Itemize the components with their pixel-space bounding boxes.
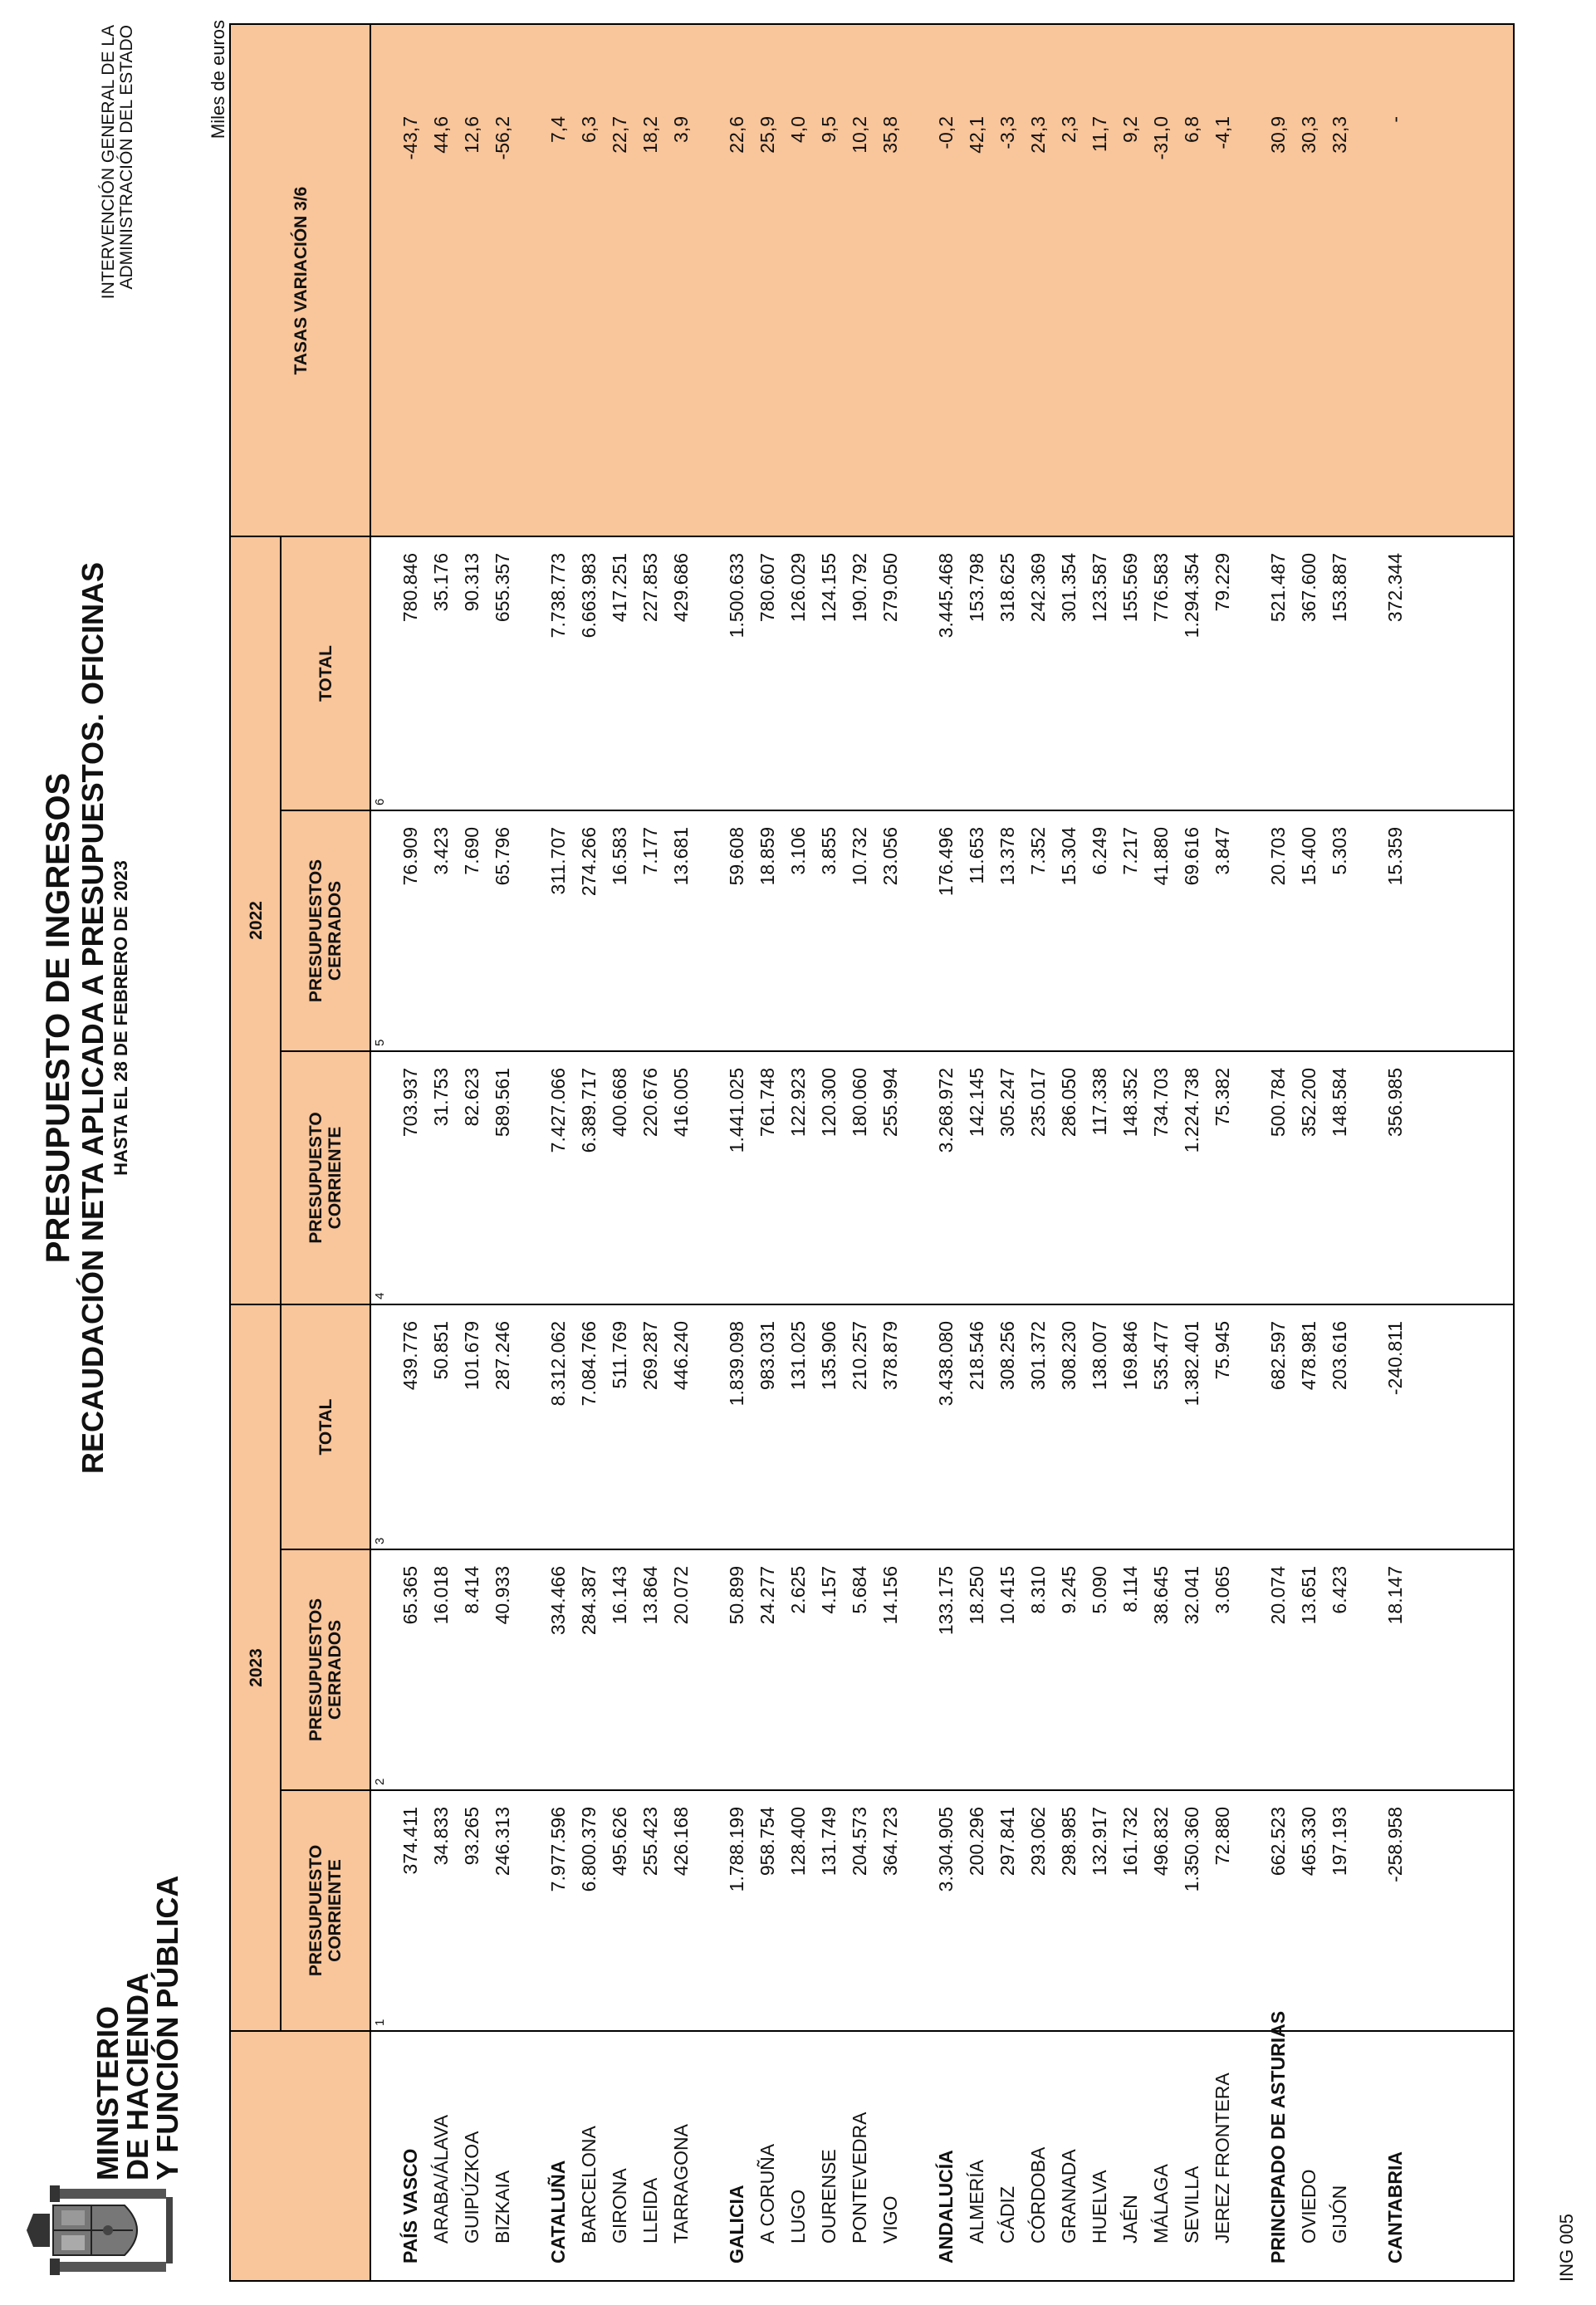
cell-value: 132.917: [1089, 1807, 1110, 1877]
cell-value: 3.268.972: [935, 1068, 957, 1153]
cell-value: 255.423: [639, 1807, 661, 1877]
cell-value: 446.240: [670, 1321, 692, 1391]
cell-value: 123.587: [1089, 553, 1110, 623]
cell-value: 120.300: [818, 1068, 840, 1138]
region-name: PAÍS VASCO: [399, 2148, 421, 2263]
cell-value: 1.224.738: [1181, 1068, 1202, 1153]
table-row: [605, 25, 635, 2280]
cell-value: 76.909: [399, 827, 421, 886]
cell-value: 18.250: [966, 1566, 987, 1625]
cell-value: 8.312.062: [547, 1321, 569, 1407]
cell-value: 11,7: [1089, 116, 1110, 153]
cell-value: 44,6: [430, 116, 452, 154]
cell-value: 148.584: [1329, 1068, 1350, 1138]
office-name: GIRONA: [609, 2168, 630, 2244]
table-row: [875, 25, 906, 2280]
table-row: [1023, 25, 1054, 2280]
cell-value: 31.753: [430, 1068, 452, 1127]
cell-value: 246.313: [492, 1807, 513, 1877]
cell-value: 124.155: [818, 553, 840, 623]
office-name: LUGO: [787, 2189, 809, 2244]
cell-value: 356.985: [1384, 1068, 1406, 1138]
cell-value: 30,9: [1267, 116, 1289, 154]
cell-value: 1.382.401: [1181, 1321, 1202, 1407]
cell-value: -3,3: [996, 116, 1018, 149]
cell-value: 11.653: [966, 827, 987, 884]
cell-value: 274.266: [578, 827, 600, 897]
cell-value: 1.788.199: [726, 1807, 747, 1892]
cell-value: 3.847: [1212, 827, 1233, 875]
col-tasas-header: TASAS VARIACIÓN 3/6: [291, 186, 311, 375]
cell-value: 24.277: [756, 1566, 778, 1625]
ministry-line: DE HACIENDA: [120, 1972, 154, 2180]
cell-value: 41.880: [1150, 827, 1172, 886]
igae-label: [100, 25, 136, 299]
cell-value: 2,3: [1058, 116, 1080, 143]
cell-value: 429.686: [670, 553, 692, 623]
cell-value: 220.676: [639, 1068, 661, 1138]
office-name: TARRAGONA: [670, 2124, 692, 2244]
report-subtitle: RECAUDACIÓN NETA APLICADA A PRESUPUESTOS. OFICINAS: [76, 561, 110, 1475]
header-bottom-line: [370, 25, 371, 2280]
table-region-row: [543, 25, 574, 2280]
cell-value: 30,3: [1298, 116, 1319, 154]
cell-value: -43,7: [399, 116, 421, 160]
cell-value: 10.415: [996, 1566, 1018, 1625]
cell-value: 218.546: [966, 1321, 987, 1391]
column-number: 3: [373, 1537, 387, 1544]
cell-value: 301.372: [1027, 1321, 1049, 1391]
table-row: [487, 25, 518, 2280]
cell-value: 6.249: [1089, 827, 1110, 875]
cell-value: 20.703: [1267, 827, 1289, 886]
cell-value: 42,1: [966, 116, 987, 154]
cell-value: 3.304.905: [935, 1807, 957, 1892]
year-2022-header: 2022: [246, 901, 266, 940]
cell-value: 3.445.468: [935, 553, 957, 639]
column-number: 1: [373, 2019, 387, 2026]
col-total-2022: TOTAL: [316, 644, 335, 702]
units-label: Miles de euros: [208, 20, 228, 139]
cell-value: 203.616: [1329, 1321, 1350, 1391]
table-region-row: [1380, 25, 1411, 2280]
cell-value: 535.477: [1150, 1321, 1172, 1391]
cell-value: 589.561: [492, 1068, 513, 1138]
table-region-row: [395, 25, 426, 2280]
cell-value: 176.496: [935, 827, 957, 897]
table-row: [1084, 25, 1115, 2280]
table-region-row: [1263, 25, 1294, 2280]
table-row: [962, 25, 992, 2280]
cell-value: 367.600: [1298, 553, 1319, 623]
cell-value: 426.168: [670, 1807, 692, 1877]
cell-value: 372.344: [1384, 553, 1406, 623]
office-name: LLEIDA: [639, 2177, 661, 2244]
cell-value: 364.723: [879, 1807, 901, 1877]
cell-value: 93.265: [461, 1807, 482, 1866]
cell-value: 4.157: [818, 1566, 840, 1614]
col-cerrados-2023: PRESUPUESTOS CERRADOS: [306, 1598, 345, 1742]
cell-value: 16.583: [609, 827, 630, 886]
cell-value: 34.833: [430, 1807, 452, 1866]
office-name: VIGO: [879, 2195, 901, 2244]
cell-value: 8.114: [1119, 1566, 1141, 1613]
cell-value: 776.583: [1150, 553, 1172, 623]
column-number: 4: [373, 1292, 387, 1299]
cell-value: 9,5: [818, 116, 840, 143]
cell-value: 101.679: [461, 1321, 482, 1391]
cell-value: 4,0: [787, 116, 809, 143]
cell-value: 227.853: [639, 553, 661, 623]
table-row: [1177, 25, 1207, 2280]
cell-value: 18,2: [639, 116, 661, 154]
cell-value: 279.050: [879, 553, 901, 623]
cell-value: 958.754: [756, 1807, 778, 1877]
region-name: PRINCIPADO DE ASTURIAS: [1267, 2010, 1289, 2263]
table-row: [752, 25, 783, 2280]
cell-value: 2.625: [787, 1566, 809, 1614]
cell-value: 5.303: [1329, 827, 1350, 875]
cell-value: 734.703: [1150, 1068, 1172, 1138]
ministry-line: Y FUNCIÓN PÚBLICA: [150, 1875, 184, 2180]
cell-value: 18.859: [756, 827, 778, 886]
cell-value: 59.608: [726, 827, 747, 886]
header-divider: [280, 536, 282, 2031]
cell-value: 22,7: [609, 116, 630, 154]
cell-value: 122.923: [787, 1068, 809, 1138]
table-row: [992, 25, 1023, 2280]
office-name: HUELVA: [1089, 2170, 1110, 2244]
cell-value: 301.354: [1058, 553, 1080, 623]
cell-value: 18.147: [1384, 1566, 1406, 1625]
office-name: MÁLAGA: [1150, 2164, 1172, 2244]
cell-value: 9.245: [1058, 1566, 1080, 1614]
report-date: HASTA EL 28 DE FEBRERO DE 2023: [110, 860, 131, 1176]
cell-value: 3.855: [818, 827, 840, 875]
cell-value: 6.800.379: [578, 1807, 600, 1892]
cell-value: 3.065: [1212, 1566, 1233, 1614]
cell-value: 148.352: [1119, 1068, 1141, 1138]
cell-value: 204.573: [849, 1807, 870, 1877]
cell-value: 6,3: [578, 116, 600, 143]
cell-value: 242.369: [1027, 553, 1049, 623]
office-name: GIJÓN: [1329, 2185, 1350, 2244]
cell-value: 50.899: [726, 1566, 747, 1625]
cell-value: 65.365: [399, 1566, 421, 1625]
cell-value: 3.106: [787, 827, 809, 875]
cell-value: 90.313: [461, 553, 482, 612]
ministry-name: [93, 1876, 183, 2180]
cell-value: 286.050: [1058, 1068, 1080, 1138]
coat-of-arms-logo: [25, 2180, 191, 2280]
cell-value: 75.945: [1212, 1321, 1233, 1380]
report-title-block: [40, 561, 133, 1475]
office-name: GRANADA: [1058, 2149, 1080, 2244]
table-region-row: [722, 25, 752, 2280]
office-name: JAÉN: [1119, 2195, 1141, 2244]
cell-value: 161.732: [1119, 1807, 1141, 1877]
office-name: ALMERÍA: [966, 2160, 987, 2244]
cell-value: -: [1384, 116, 1406, 123]
cell-value: 1.500.633: [726, 553, 747, 639]
cell-value: 126.029: [787, 553, 809, 623]
cell-value: 655.357: [492, 553, 513, 623]
cell-value: 12,6: [461, 116, 482, 154]
cell-value: 14.156: [879, 1566, 901, 1625]
cell-value: 131.749: [818, 1807, 840, 1877]
cell-value: 416.005: [670, 1068, 692, 1138]
cell-value: 82.623: [461, 1068, 482, 1127]
office-name: GUIPÚZKOA: [461, 2131, 482, 2244]
cell-value: 117.338: [1089, 1068, 1110, 1136]
year-2023-header: 2023: [246, 1648, 266, 1687]
cell-value: 439.776: [399, 1321, 421, 1391]
col-cerrados-2022: PRESUPUESTOS CERRADOS: [306, 859, 345, 1003]
cell-value: 35.176: [430, 553, 452, 612]
form-code: ING 005: [1556, 2214, 1577, 2282]
cell-value: 284.387: [578, 1566, 600, 1636]
cell-value: 662.523: [1267, 1807, 1289, 1877]
cell-value: 311.707: [547, 827, 569, 895]
cell-value: 374.411: [399, 1807, 421, 1875]
cell-value: 7.217: [1119, 827, 1141, 875]
cell-value: 32,3: [1329, 116, 1350, 154]
cell-value: 293.062: [1027, 1807, 1049, 1877]
cell-value: 180.060: [849, 1068, 870, 1138]
table-row: [635, 25, 666, 2280]
table-row: [1115, 25, 1146, 2280]
cell-value: 128.400: [787, 1807, 809, 1877]
cell-value: 8.310: [1027, 1566, 1049, 1614]
cell-value: 7.427.066: [547, 1068, 569, 1153]
cell-value: -56,2: [492, 116, 513, 160]
table-row: [845, 25, 875, 2280]
igae-line: INTERVENCIÓN GENERAL DE LA: [99, 25, 118, 300]
office-name: BARCELONA: [578, 2126, 600, 2244]
cell-value: 761.748: [756, 1068, 778, 1138]
cell-value: 478.981: [1298, 1321, 1319, 1391]
table-row: [814, 25, 845, 2280]
cell-value: 8.414: [461, 1566, 482, 1614]
cell-value: 287.246: [492, 1321, 513, 1391]
table-row: [457, 25, 487, 2280]
cell-value: 305.247: [996, 1068, 1018, 1138]
table-row: [1146, 25, 1177, 2280]
igae-line: ADMINISTRACIÓN DEL ESTADO: [117, 25, 136, 290]
cell-value: 6.423: [1329, 1566, 1350, 1614]
office-name: PONTEVEDRA: [849, 2112, 870, 2244]
cell-value: 983.031: [756, 1321, 778, 1391]
cell-value: 6,8: [1181, 116, 1202, 143]
table-row: [1207, 25, 1238, 2280]
cell-value: 197.193: [1329, 1807, 1350, 1877]
cell-value: 7,4: [547, 116, 569, 143]
cell-value: 5.090: [1089, 1566, 1110, 1614]
data-table: [229, 23, 1515, 2282]
cell-value: 6.663.983: [578, 553, 600, 639]
cell-value: 15.400: [1298, 827, 1319, 886]
cell-value: 69.616: [1181, 827, 1202, 886]
cell-value: 20.074: [1267, 1566, 1289, 1625]
cell-value: 465.330: [1298, 1807, 1319, 1877]
cell-value: 210.257: [849, 1321, 870, 1391]
cell-value: 35,8: [879, 116, 901, 154]
cell-value: 169.846: [1119, 1321, 1141, 1391]
cell-value: 400.668: [609, 1068, 630, 1138]
cell-value: -258.958: [1384, 1807, 1406, 1882]
table-row: [1054, 25, 1084, 2280]
table-row: [574, 25, 605, 2280]
column-number: 6: [373, 798, 387, 805]
cell-value: 7.977.596: [547, 1807, 569, 1892]
cell-value: -240.811: [1384, 1321, 1406, 1396]
office-name: ARABA/ÁLAVA: [430, 2114, 452, 2244]
cell-value: 133.175: [935, 1566, 957, 1636]
cell-value: 6.389.717: [578, 1068, 600, 1153]
table-row: [666, 25, 697, 2280]
col-total-2023: TOTAL: [316, 1398, 335, 1456]
cell-value: -31,0: [1150, 116, 1172, 160]
office-name: SEVILLA: [1181, 2166, 1202, 2244]
cell-value: 138.007: [1089, 1321, 1110, 1391]
report-title: PRESUPUESTO DE INGRESOS: [40, 772, 76, 1264]
office-name: CÁDIZ: [996, 2186, 1018, 2244]
cell-value: 3.438.080: [935, 1321, 957, 1407]
cell-value: 495.626: [609, 1807, 630, 1877]
table-row: [1324, 25, 1355, 2280]
office-name: OVIEDO: [1298, 2169, 1319, 2244]
office-name: OURENSE: [818, 2149, 840, 2244]
cell-value: 298.985: [1058, 1807, 1080, 1877]
cell-value: 780.846: [399, 553, 421, 623]
col-corriente-2023: PRESUPUESTO CORRIENTE: [306, 1844, 345, 1977]
cell-value: 40.933: [492, 1566, 513, 1625]
cell-value: 135.906: [818, 1321, 840, 1391]
cell-value: 378.879: [879, 1321, 901, 1391]
office-name: A CORUÑA: [756, 2143, 778, 2244]
cell-value: 190.792: [849, 553, 870, 623]
cell-value: 7.084.766: [578, 1321, 600, 1407]
cell-value: 20.072: [670, 1566, 692, 1625]
ministry-line: MINISTERIO: [91, 2005, 125, 2180]
office-name: JEREZ FRONTERA: [1212, 2073, 1233, 2244]
cell-value: 308.256: [996, 1321, 1018, 1391]
region-name: GALICIA: [726, 2185, 747, 2263]
region-name: CANTABRIA: [1384, 2151, 1406, 2263]
cell-value: 200.296: [966, 1807, 987, 1877]
cell-value: 23.056: [879, 827, 901, 886]
cell-value: 1.350.360: [1181, 1807, 1202, 1892]
cell-value: 3.423: [430, 827, 452, 875]
cell-value: 682.597: [1267, 1321, 1289, 1391]
cell-value: 153.798: [966, 553, 987, 623]
cell-value: 13.681: [670, 827, 692, 886]
cell-value: 16.018: [430, 1566, 452, 1625]
cell-value: 352.200: [1298, 1068, 1319, 1138]
cell-value: 13.378: [996, 827, 1018, 886]
cell-value: 334.466: [547, 1566, 569, 1636]
cell-value: 32.041: [1181, 1566, 1202, 1625]
region-name: CATALUÑA: [547, 2160, 569, 2263]
office-name: BIZKAIA: [492, 2170, 513, 2244]
cell-value: 1.839.098: [726, 1321, 747, 1407]
cell-value: 15.304: [1058, 827, 1080, 886]
cell-value: -0,2: [935, 116, 957, 149]
cell-value: 25,9: [756, 116, 778, 154]
cell-value: 3,9: [670, 116, 692, 143]
cell-value: 10,2: [849, 116, 870, 154]
cell-value: 7.352: [1027, 827, 1049, 875]
cell-value: 142.145: [966, 1068, 987, 1138]
cell-value: 16.143: [609, 1566, 630, 1625]
cell-value: 1.294.354: [1181, 553, 1202, 639]
column-number: 5: [373, 1039, 387, 1046]
cell-value: 780.607: [756, 553, 778, 623]
cell-value: 417.251: [609, 553, 630, 623]
cell-value: 24,3: [1027, 116, 1049, 154]
column-number: 2: [373, 1778, 387, 1785]
cell-value: 7.738.773: [547, 553, 569, 639]
cell-value: 38.645: [1150, 1566, 1172, 1625]
table-region-row: [931, 25, 962, 2280]
cell-value: 65.796: [492, 827, 513, 886]
cell-value: 521.487: [1267, 553, 1289, 623]
table-row: [783, 25, 814, 2280]
cell-value: 500.784: [1267, 1068, 1289, 1138]
cell-value: 9,2: [1119, 116, 1141, 143]
cell-value: 255.994: [879, 1068, 901, 1138]
cell-value: 153.887: [1329, 553, 1350, 623]
cell-value: 297.841: [996, 1807, 1018, 1877]
table-row: [426, 25, 457, 2280]
cell-value: 72.880: [1212, 1807, 1233, 1866]
cell-value: 131.025: [787, 1321, 809, 1391]
cell-value: 235.017: [1027, 1068, 1049, 1138]
cell-value: 22,6: [726, 116, 747, 154]
cell-value: 155.569: [1119, 553, 1141, 623]
cell-value: 50.851: [430, 1321, 452, 1380]
cell-value: 269.287: [639, 1321, 661, 1391]
cell-value: 79.229: [1212, 553, 1233, 612]
cell-value: -4,1: [1212, 116, 1233, 149]
cell-value: 511.769: [609, 1321, 630, 1389]
cell-value: 13.651: [1298, 1566, 1319, 1625]
cell-value: 10.732: [849, 827, 870, 886]
table-row: [1294, 25, 1324, 2280]
cell-value: 7.177: [639, 827, 661, 875]
cell-value: 75.382: [1212, 1068, 1233, 1127]
col-corriente-2022: PRESUPUESTO CORRIENTE: [306, 1112, 345, 1244]
cell-value: 703.937: [399, 1068, 421, 1138]
cell-value: 15.359: [1384, 827, 1406, 886]
office-name: CÓRDOBA: [1027, 2146, 1049, 2244]
cell-value: 496.832: [1150, 1807, 1172, 1877]
cell-value: 5.684: [849, 1566, 870, 1614]
cell-value: 1.441.025: [726, 1068, 747, 1153]
cell-value: 308.230: [1058, 1321, 1080, 1391]
region-name: ANDALUCÍA: [935, 2150, 957, 2263]
cell-value: 13.864: [639, 1566, 661, 1625]
cell-value: 7.690: [461, 827, 482, 875]
cell-value: 318.625: [996, 553, 1018, 623]
